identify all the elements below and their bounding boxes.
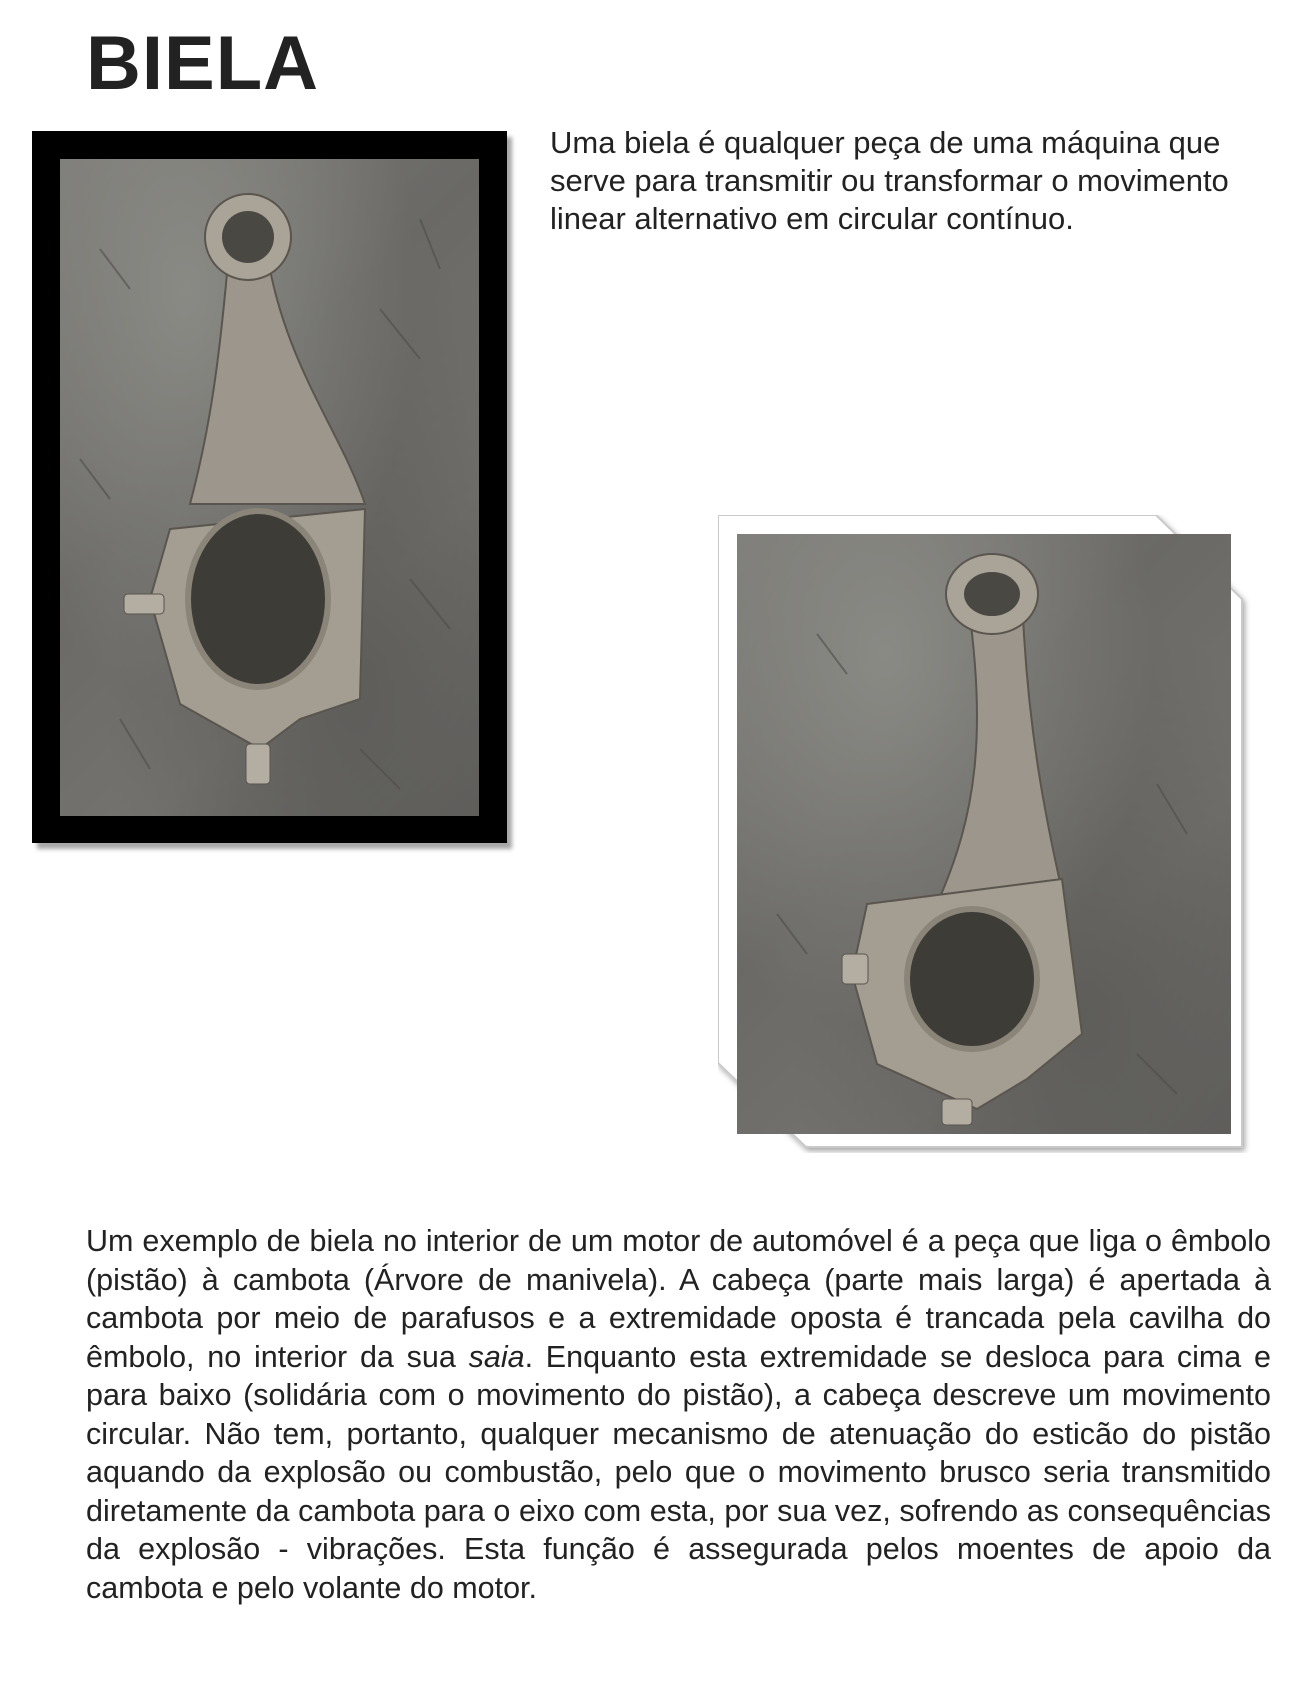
body-text-italic: saia [468,1339,525,1374]
connecting-rod-photo-angled [737,534,1231,1134]
connecting-rod-angled-illustration [737,534,1231,1134]
connecting-rod-illustration [60,159,479,816]
page-title: BIELA [86,21,319,106]
connecting-rod-photo-top-view [60,159,479,816]
intro-paragraph: Uma biela é qualquer peça de uma máquina que serve para transmitir ou transformar o movimento linear alternativo em circular contínuo. [550,125,1229,236]
body-text-part1: Um exemplo de biela no interior de um motor de automóvel é a peça que liga o êmbolo (pistão) à cambota (Árvore de manivela). A cabeça (parte mais larga) é apertada à cambota por meio de parafusos e a extremidade oposta é trancada pela cavilha do êmbolo, no interior da sua [86,1224,1271,1374]
body-paragraph [86,1222,1271,1607]
body-text-part2: . Enquanto esta extremidade se desloca para cima e para baixo (solidária com o movimento do pistão), a cabeça descreve um movimento circular. Não tem, portanto, qualquer mecanismo de atenuação do esticão do pistão aquando da explosão ou combustão, pelo que o movimento brusco seria transmitido diretamente da cambota para o eixo com esta, por sua vez, sofrendo as consequências da explosão - vibrações. Esta função é assegurada pelos moentes de apoio da cambota e pelo volante do motor. [86,1339,1271,1605]
